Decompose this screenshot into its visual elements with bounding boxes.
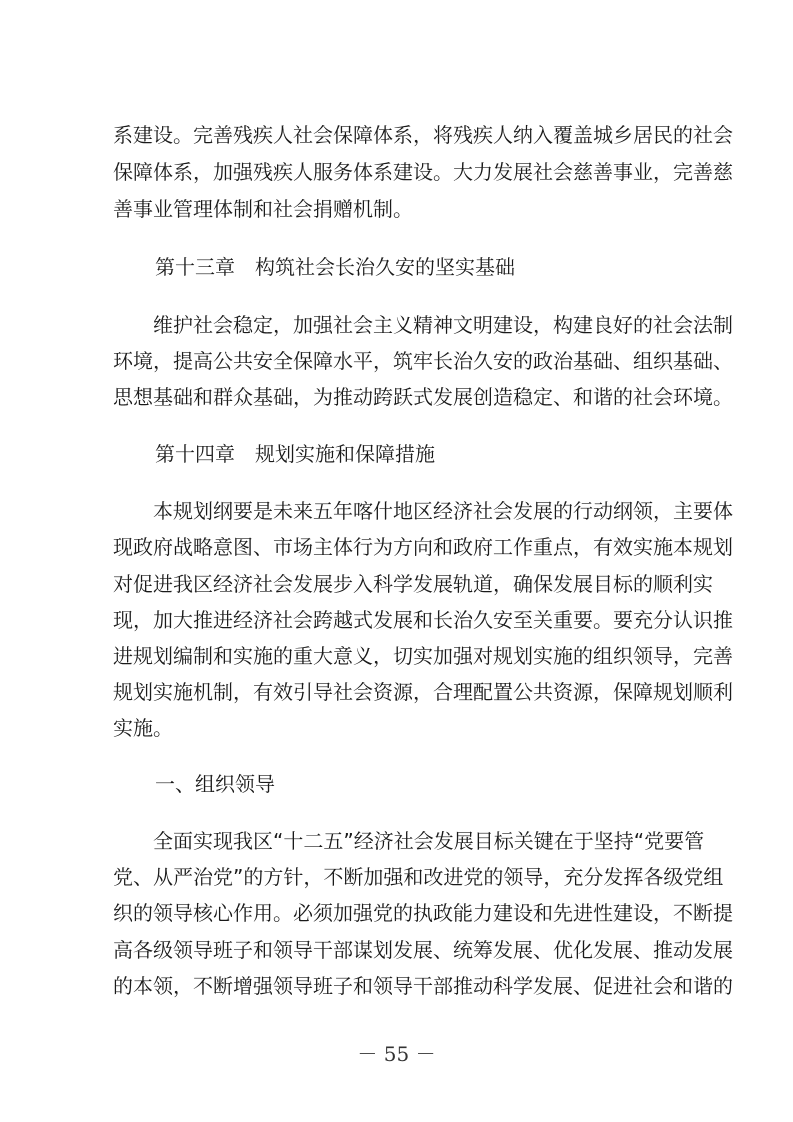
- paragraph-line: 思想基础和群众基础，为推动跨跃式发展创造稳定、和谐的社会环境。: [113, 385, 733, 409]
- paragraph-line: 保障体系，加强残疾人服务体系建设。大力发展社会慈善事业，完善慈: [113, 160, 733, 184]
- paragraph-line: 现，加大推进经济社会跨越式发展和长治久安至关重要。要充分认识推: [113, 608, 733, 632]
- paragraph-line: 对促进我区经济社会发展步入科学发展轨道，确保发展目标的顺利实: [113, 572, 713, 596]
- page-number: － 55 －: [357, 1042, 436, 1066]
- paragraph-line: 高各级领导班子和领导干部谋划发展、统筹发展、优化发展、推动发展: [113, 938, 733, 962]
- paragraph-line: 系建设。完善残疾人社会保障体系，将残疾人纳入覆盖城乡居民的社会: [113, 123, 733, 147]
- chapter-heading: 第十四章 规划实施和保障措施: [155, 442, 435, 466]
- paragraph-line: 善事业管理体制和社会捐赠机制。: [113, 197, 413, 221]
- paragraph-line: 规划实施机制，有效引导社会资源，合理配置公共资源，保障规划顺利: [113, 680, 733, 704]
- paragraph-line: 全面实现我区“十二五”经济社会发展目标关键在于坚持“党要管: [113, 829, 705, 853]
- section-heading: 一、组织领导: [155, 772, 275, 796]
- chapter-heading: 第十三章 构筑社会长治久安的坚实基础: [155, 255, 515, 279]
- paragraph-line: 党、从严治党”的方针，不断加强和改进党的领导，充分发挥各级党组: [113, 865, 724, 889]
- paragraph-line: 本规划纲要是未来五年喀什地区经济社会发展的行动纲领，主要体: [113, 499, 733, 523]
- paragraph-line: 现政府战略意图、市场主体行为方向和政府工作重点，有效实施本规划: [113, 535, 733, 559]
- paragraph-line: 实施。: [113, 716, 173, 740]
- paragraph-line: 的本领，不断增强领导班子和领导干部推动科学发展、促进社会和谐的: [113, 974, 733, 998]
- paragraph-line: 维护社会稳定，加强社会主义精神文明建设，构建良好的社会法制: [113, 313, 733, 337]
- paragraph-line: 织的领导核心作用。必须加强党的执政能力建设和先进性建设，不断提: [113, 901, 733, 925]
- paragraph-line: 环境，提高公共安全保障水平，筑牢长治久安的政治基础、组织基础、: [113, 349, 733, 373]
- paragraph-line: 进规划编制和实施的重大意义，切实加强对规划实施的组织领导，完善: [113, 644, 733, 668]
